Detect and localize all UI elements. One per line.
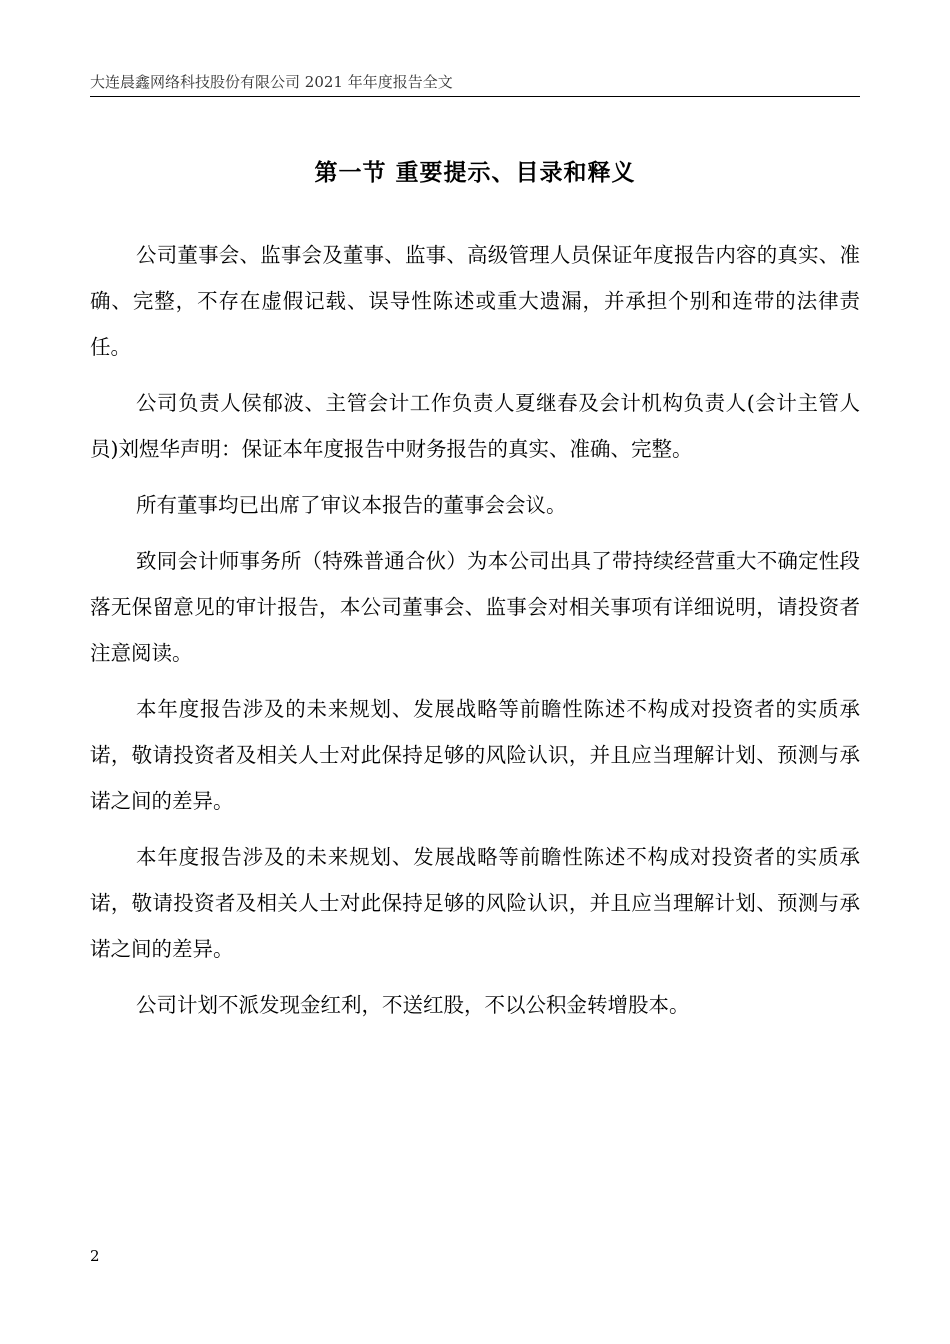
paragraph-board-guarantee: 公司董事会、监事会及董事、监事、高级管理人员保证年度报告内容的真实、准确、完整，不存在虚假记载、误导性陈述或重大遗漏，并承担个别和连带的法律责任。	[90, 243, 860, 359]
page-number: 2	[90, 1247, 100, 1265]
body-text	[90, 232, 860, 1038]
section-title: 第一节 重要提示、目录和释义	[314, 159, 636, 186]
paragraph-forward-looking-repeat: 本年度报告涉及的未来规划、发展战略等前瞻性陈述不构成对投资者的实质承诺，敬请投资者及相关人士对此保持足够的风险认识，并且应当理解计划、预测与承诺之间的差异。	[90, 845, 860, 961]
paragraph-dividend-plan: 公司计划不派发现金红利，不送红股，不以公积金转增股本。	[136, 993, 690, 1017]
running-header: 大连晨鑫网络科技股份有限公司 2021 年年度报告全文	[90, 72, 860, 97]
paragraph-audit-opinion: 致同会计师事务所（特殊普通合伙）为本公司出具了带持续经营重大不确定性段落无保留意见的审计报告，本公司董事会、监事会对相关事项有详细说明，请投资者注意阅读。	[90, 549, 860, 665]
paragraph-directors-attendance: 所有董事均已出席了审议本报告的董事会会议。	[136, 493, 567, 517]
paragraph-forward-looking: 本年度报告涉及的未来规划、发展战略等前瞻性陈述不构成对投资者的实质承诺，敬请投资者及相关人士对此保持足够的风险认识，并且应当理解计划、预测与承诺之间的差异。	[90, 697, 860, 813]
paragraph-officers-statement: 公司负责人侯郁波、主管会计工作负责人夏继春及会计机构负责人(会计主管人员)刘煜华声明：保证本年度报告中财务报告的真实、准确、完整。	[90, 391, 860, 461]
